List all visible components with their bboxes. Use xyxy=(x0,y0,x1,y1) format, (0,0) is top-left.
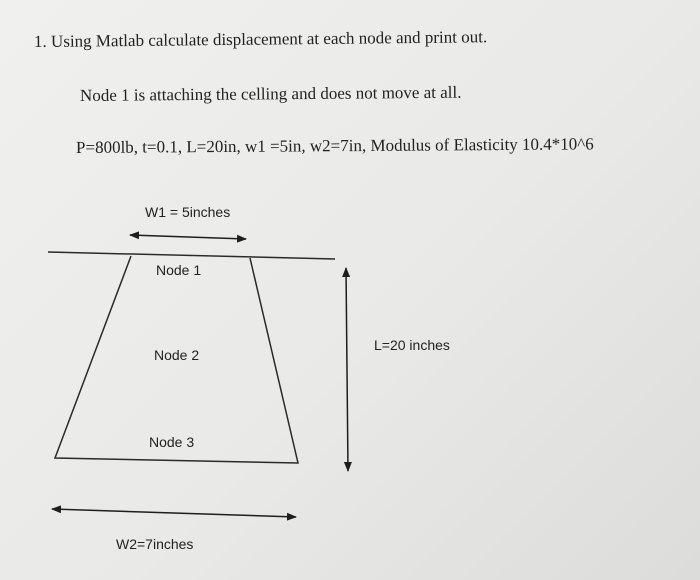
question-text: 1. Using Matlab calculate displacement at each node and print out. xyxy=(33,27,488,51)
length-arrow xyxy=(346,268,348,471)
w2-label: W2=7inches xyxy=(116,536,194,552)
node-1-label: Node 1 xyxy=(156,262,202,278)
w1-label: W1 = 5inches xyxy=(145,204,231,220)
parameters-text: P=800lb, t=0.1, L=20in, w1 =5in, w2=7in, Modulus of Elasticity 10.4*10^6 xyxy=(75,134,594,157)
w2-arrow xyxy=(52,509,296,517)
w1-arrow xyxy=(130,235,246,239)
length-label: L=20 inches xyxy=(374,337,450,353)
node-note-text: Node 1 is attaching the celling and does not move at all. xyxy=(79,82,462,105)
node-3-label: Node 3 xyxy=(149,434,195,450)
node-2-label: Node 2 xyxy=(154,347,200,363)
ceiling-line xyxy=(48,252,335,259)
